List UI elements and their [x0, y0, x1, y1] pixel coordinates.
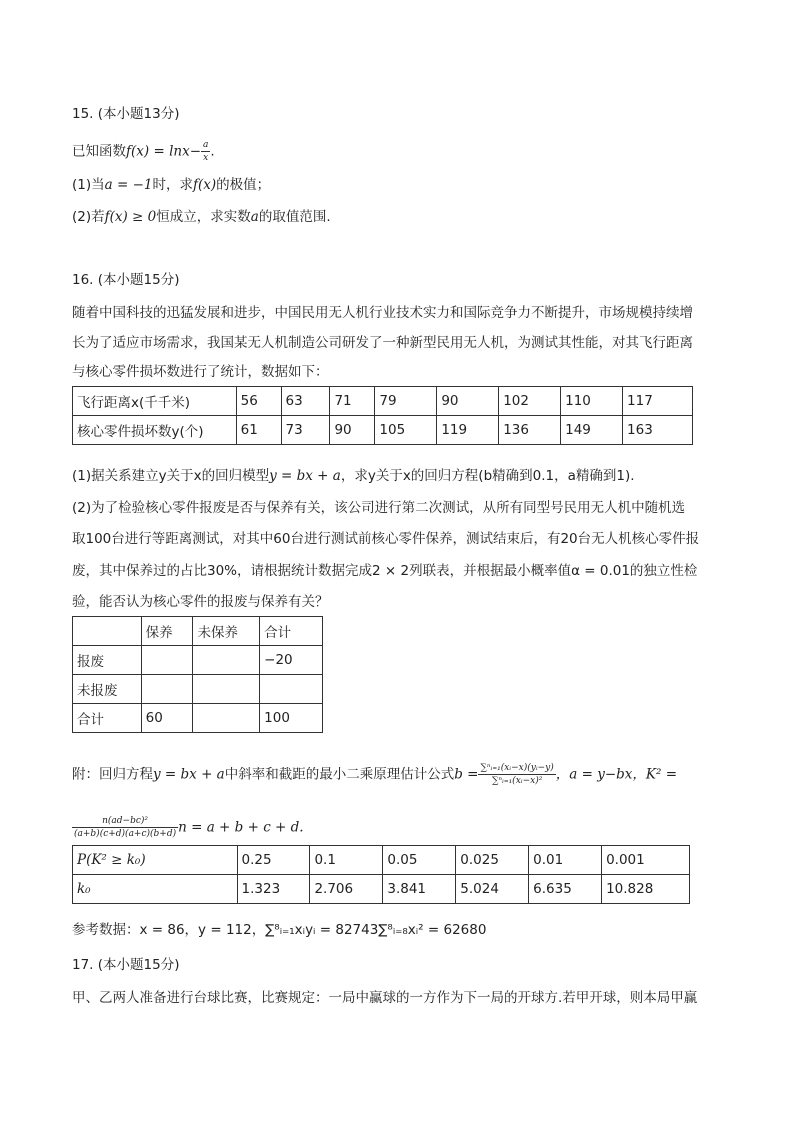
- table-cell: 0.1: [310, 846, 383, 875]
- q15-header: 15. (本小题13分): [72, 106, 180, 122]
- q16-part2-line2: 取100台进行等距离测试，对其中60台进行测试前核心零件保养，测试结束后，有20台无人机核心零件报: [72, 531, 700, 547]
- table-cell: 2.706: [310, 875, 383, 904]
- q15-p1-suffix: 时，求: [152, 177, 193, 193]
- q16-reference-data: 参考数据：x = 86，y = 112，∑⁸ᵢ₌₁xᵢyᵢ = 82743∑⁸ᵢ₌₈xᵢ² = 62680: [72, 922, 487, 938]
- table-row: [73, 387, 693, 416]
- q15-stem: [72, 139, 215, 164]
- q15-p2-a: a: [250, 209, 259, 225]
- q15-part1: [72, 175, 270, 195]
- q16-critical-table: [72, 845, 690, 904]
- table3-row2-label: k₀: [73, 875, 238, 904]
- q15-stem-minus: −: [189, 143, 202, 160]
- table-cell: 60: [141, 704, 193, 733]
- q16-k2-line: [72, 815, 304, 840]
- q16-header: 16. (本小题15分): [72, 272, 180, 288]
- table-header-cell: 保养: [141, 617, 193, 646]
- table-cell: 71: [330, 387, 375, 416]
- table-cell: 136: [499, 416, 561, 445]
- q16-note-b: b =: [454, 766, 479, 783]
- q16-para1-line3: 与核心零件损坏数进行了统计，数据如下：: [72, 364, 329, 380]
- table-cell: 100: [260, 704, 323, 733]
- q16-p1-math: y = bx + a: [269, 468, 341, 484]
- q15-stem-fraction: [201, 139, 210, 164]
- table-cell: 0.05: [383, 846, 456, 875]
- q15-p1-end: 的极值；: [216, 177, 271, 193]
- table-cell: 61: [236, 416, 281, 445]
- table-cell: 0.025: [456, 846, 529, 875]
- q16-note-mid: 中斜率和截距的最小二乘原理估计公式: [224, 766, 455, 783]
- q15-p2-math: f(x) ≥ 0: [104, 209, 157, 225]
- q15-p1-math: a = −1: [104, 177, 153, 193]
- q15-stem-prefix: 已知函数: [72, 143, 126, 160]
- table-row: [73, 846, 690, 875]
- table-header-cell: 未保养: [193, 617, 260, 646]
- table1-row1-label: 飞行距离x(千千米): [73, 387, 237, 416]
- q16-k2-num: n(ad−bc)²: [72, 815, 178, 828]
- q16-data-table: [72, 386, 693, 445]
- q15-p2-prefix: (2)若: [72, 209, 105, 225]
- table-cell: 163: [623, 416, 693, 445]
- table-row: [73, 646, 323, 675]
- q15-stem-fx: f(x): [126, 143, 150, 160]
- q16-part2-line4: 验，能否认为核心零件的报废与保养有关？: [72, 594, 329, 610]
- q16-k2-den: (a+b)(c+d)(a+c)(b+d): [74, 829, 177, 839]
- table-cell: 3.841: [383, 875, 456, 904]
- table-cell: 6.635: [529, 875, 602, 904]
- table-cell: [260, 675, 323, 704]
- q16-k2-tail: n = a + b + c + d.: [178, 819, 304, 836]
- q17-header: 17. (本小题15分): [72, 957, 180, 973]
- table-cell: 5.024: [456, 875, 529, 904]
- q16-note-prefix: 附：回归方程: [72, 766, 153, 783]
- table-cell: 105: [375, 416, 437, 445]
- table-cell: 合计: [73, 704, 142, 733]
- q16-note-line1: [72, 762, 677, 787]
- q16-part2-line1: (2)为了检验核心零件报废是否与保养有关，该公司进行第二次测试，从所有同型号民用无人机中随机选: [72, 500, 686, 516]
- q16-para1-line2: 长为了适应市场需求，我国某无人机制造公司研发了一种新型民用无人机，为测试其性能，对其飞行距离: [72, 335, 693, 351]
- q16-para1-line1: 随着中国科技的迅猛发展和进步，中国民用无人机行业技术实力和国际竞争力不断提升，市场规模持续增: [72, 305, 693, 321]
- q15-p2-end: 的取值范围.: [258, 209, 331, 225]
- table-cell: 63: [281, 387, 330, 416]
- table-cell: 1.323: [237, 875, 310, 904]
- table-cell: [141, 675, 193, 704]
- table-row: [73, 416, 693, 445]
- table-cell: [193, 646, 260, 675]
- q16-note-eq: y = bx + a: [153, 766, 225, 783]
- q15-p1-prefix: (1)当: [72, 177, 105, 193]
- table-cell: [193, 675, 260, 704]
- q16-note-fraction: [478, 762, 555, 787]
- q16-contingency-table: [72, 616, 323, 733]
- table-cell: [73, 617, 142, 646]
- q16-part2-line3: 废，其中保养过的占比30%，请根据统计数据完成2 × 2列联表，并根据最小概率值α = 0.01的独立性检: [72, 563, 698, 579]
- table-cell: 149: [561, 416, 623, 445]
- table-header-cell: 合计: [260, 617, 323, 646]
- table-row: [73, 675, 323, 704]
- q15-frac-den: x: [203, 153, 209, 163]
- table-row: [73, 617, 323, 646]
- table-cell: 56: [236, 387, 281, 416]
- q15-frac-num: a: [203, 140, 209, 150]
- table-cell: 119: [437, 416, 499, 445]
- q16-note-frac-den: ∑ⁿᵢ₌₁(xᵢ−x)²: [491, 776, 543, 786]
- table-cell: 90: [330, 416, 375, 445]
- table-row: [73, 704, 323, 733]
- q16-k2-fraction: [72, 815, 178, 840]
- q15-part2: [72, 207, 331, 227]
- q15-p1-fx: f(x): [192, 177, 217, 193]
- q16-part1: [72, 466, 635, 486]
- table-cell: 0.25: [237, 846, 310, 875]
- q16-note-a: ，a = y−bx，K² =: [555, 766, 678, 783]
- q16-note-frac-num: ∑ⁿᵢ₌₁(xᵢ−x)(yᵢ−y): [480, 763, 554, 773]
- table-cell: 102: [499, 387, 561, 416]
- table-row: [73, 875, 690, 904]
- q16-p1-a: (1)据关系建立y关于x的回归模型: [72, 468, 270, 484]
- table1-row2-label: 核心零件损坏数y(个): [73, 416, 237, 445]
- table-cell: 0.01: [529, 846, 602, 875]
- q15-stem-ln: lnx: [169, 143, 190, 160]
- table-cell: 90: [437, 387, 499, 416]
- table-cell: 117: [623, 387, 693, 416]
- table-cell: [141, 646, 193, 675]
- table-cell: 0.001: [602, 846, 690, 875]
- table3-row1-label: P(K² ≥ k₀): [73, 846, 238, 875]
- q16-p1-b: ，求y关于x的回归方程(b精确到0.1，a精确到1).: [340, 468, 635, 484]
- table-cell: 报废: [73, 646, 142, 675]
- table-cell: 79: [375, 387, 437, 416]
- table-cell: 未报废: [73, 675, 142, 704]
- table-cell: [193, 704, 260, 733]
- q15-stem-eq: =: [149, 143, 170, 160]
- q15-stem-end: .: [210, 143, 215, 160]
- q17-line1: 甲、乙两人准备进行台球比赛，比赛规定：一局中赢球的一方作为下一局的开球方.若甲开球，则本局甲赢: [72, 990, 698, 1006]
- table-cell: −20: [260, 646, 323, 675]
- table-cell: 110: [561, 387, 623, 416]
- q15-p2-mid: 恒成立，求实数: [156, 209, 251, 225]
- table-cell: 73: [281, 416, 330, 445]
- table-cell: 10.828: [602, 875, 690, 904]
